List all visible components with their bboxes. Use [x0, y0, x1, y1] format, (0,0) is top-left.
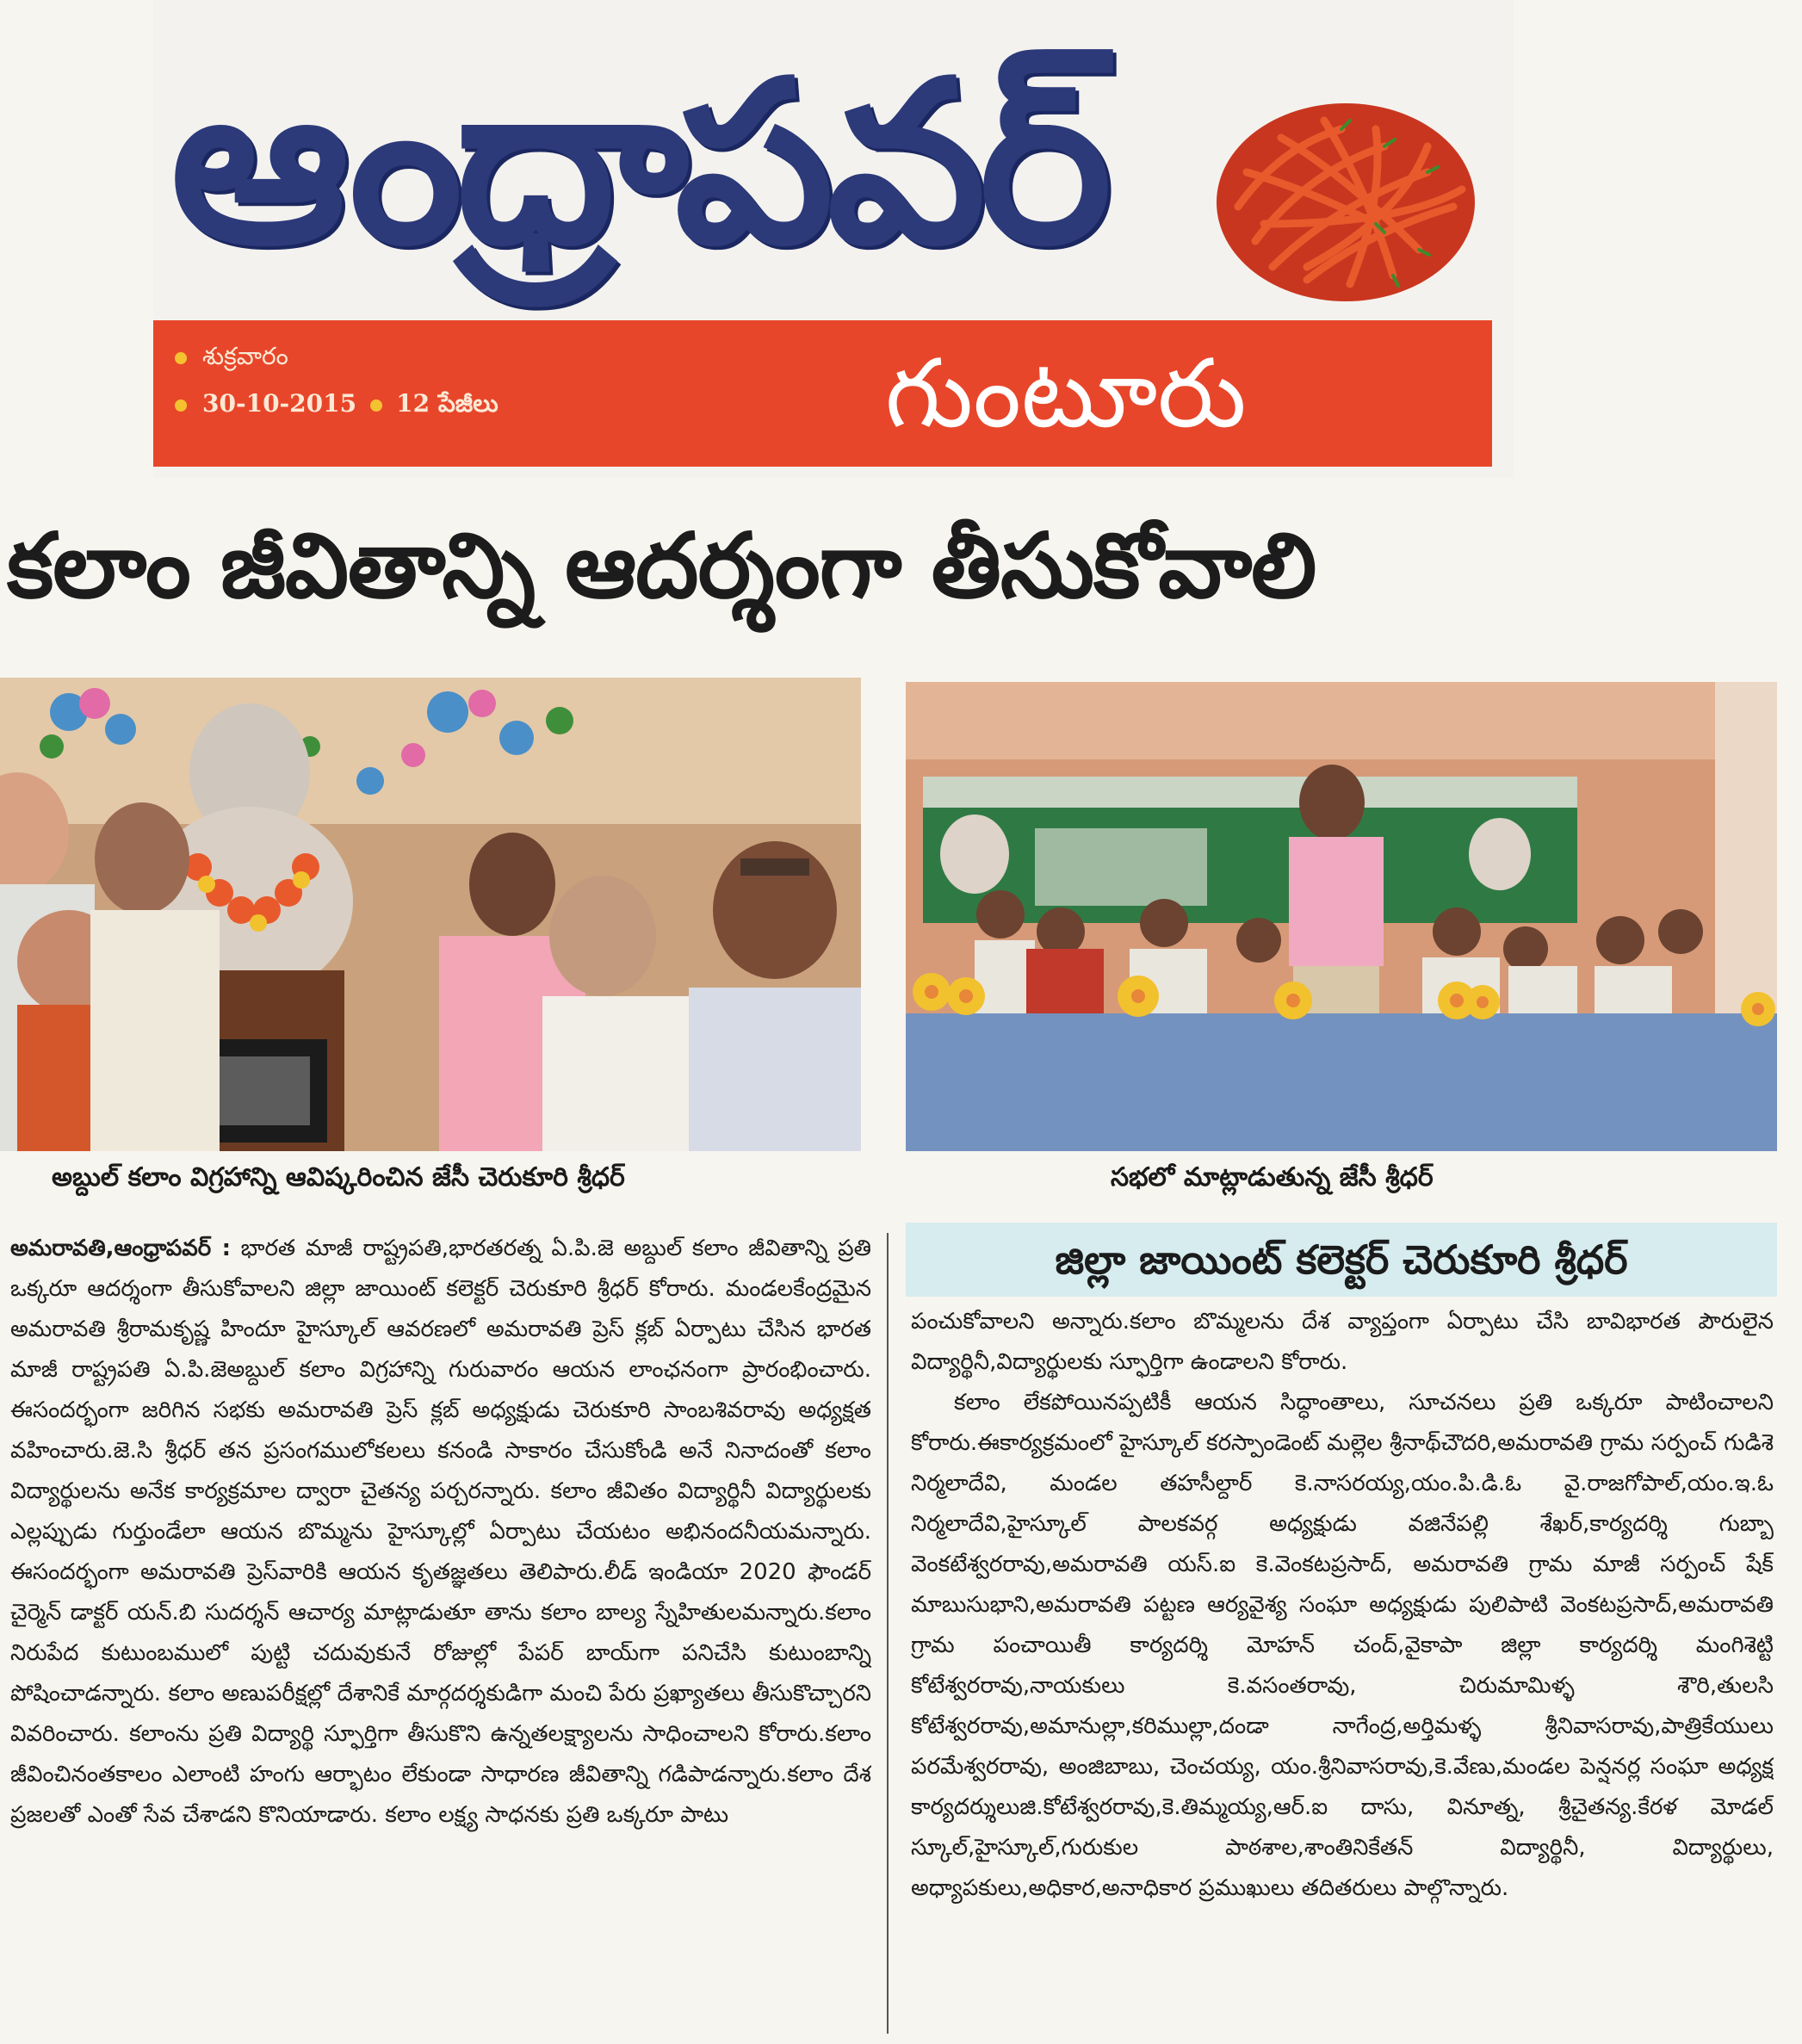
photo-meeting-speech-image	[906, 682, 1777, 1151]
masthead-date: 30-10-2015	[202, 389, 357, 418]
article-right-paragraph: కలాం లేకపోయినప్పటికీ ఆయన సిద్ధాంతాలు, సూచనలు ప్రతి ఒక్కరూ పాటించాలని కోరారు.ఈకార్యక్రమంలో హైస్కూల్ కరస్పాండెంట్ మల్లెల శ్రీనాథ్‌చౌదరి,అమరావతి గ్రామ సర్పంచ్ గుడిశె నిర్మలాదేవి, మండల తహసీల్దార్ కె.నాసరయ్య,యం.పి.డి.ఓ వై.రాజగోపాల్,యం.ఇ.ఓ నిర్మలాదేవి,హైస్కూల్ పాలకవర్గ అధ్యక్షుడు వజినేపల్లి శేఖర్,కార్యదర్శి గుబ్బా వెంకటేశ్వరరావు,అమరావతి యస్.ఐ కె.వెంకటప్రసాద్, అమరావతి గ్రామ మాజీ సర్పంచ్ షేక్ మాబుసుభాని,అమరావతి పట్టణ ఆర్యవైశ్య సంఘా అధ్యక్షుడు పులిపాటి వెంకటప్రసాద్,అమరావతి గ్రామ పంచాయితీ కార్యదర్శి మోహన్ చంద్,వైకాపా జిల్లా కార్యదర్శి మంగిశెట్టి కోటేశ్వరరావు,నాయకులు కె.వసంతరావు, చిరుమామిళ్ళ శౌరి,తులసి కోటేశ్వరరావు,అమానుల్లా,కరిముల్లా,దండా నాగేంద్ర,అర్తిమళ్ళ శ్రీనివాసరావు,పాత్రికేయులు పరమేశ్వరరావు, అంజిబాబు, చెంచయ్య, యం.శ్రీనివాసరావు,కె.వేణు,మండల పెన్షనర్ల సంఘా అధ్యక్ష కార్యదర్శులుజి.కోటేశ్వరరావు,కె.తిమ్మయ్య,ఆర్.ఐ దాసు, వినూత్న, శ్రీచైతన్య.కేరళ మోడల్ స్కూల్,హైస్కూల్,గురుకుల పాఠశాల,శాంతినికేతన్ విద్యార్థినీ, విద్యార్థులు, అధ్యాపకులు,అధికార,అనాధికార ప్రముఖులు తదితరులు పాల్గొన్నారు.	[911, 1390, 1774, 1901]
article-right-column	[911, 1302, 1774, 2042]
masthead-day: శుక్రవారం	[202, 342, 288, 370]
article-left-body: భారత మాజీ రాష్ట్రపతి,భారతరత్న ఏ.పి.జె అబ్దుల్ కలాం జీవితాన్ని ప్రతి ఒక్కరూ ఆదర్శంగా తీసుకోవాలని జిల్లా జాయింట్ కలెక్టర్ చెరుకూరి శ్రీధర్ కోరారు. మండలకేంద్రమైన అమరావతి శ్రీరామకృష్ణ హిందూ హైస్కూల్ ఆవరణలో అమరావతి ప్రెస్ క్లబ్ ఏర్పాటు చేసిన భారత మాజీ రాష్ట్రపతి ఏ.పి.జెఅబ్దుల్ కలాం విగ్రహాన్ని గురువారం ఆయన లాంఛనంగా ప్రారంభించారు. ఈసందర్భంగా జరిగిన సభకు అమరావతి ప్రెస్ క్లబ్ అధ్యక్షుడు చెరుకూరి సాంబశివరావు అధ్యక్షత వహించారు.జె.సి శ్రీధర్ తన ప్రసంగములోకలలు కనండి సాకారం చేసుకోండి అనే నినాదంతో కలాం విద్యార్థులను అనేక కార్యక్రమాల ద్వారా చైతన్య పర్చరన్నారు. కలాం జీవితం విద్యార్థినీ విద్యార్థులకు ఎల్లప్పుడు గుర్తుండేలా ఆయన బొమ్మను హైస్కూల్లో ఏర్పాటు చేయటం అభినందనీయమన్నారు. ఈసందర్భంగా అమరావతి ప్రెస్‌వారికి ఆయన కృతజ్ఞతలు తెలిపారు.లీడ్ ఇండియా 2020 ఫౌండర్ చైర్మెన్ డాక్టర్ యన్.బి సుదర్శన్ ఆచార్య మాట్లాడుతూ తాను కలాం బాల్య స్నేహితులమన్నారు.కలాం నిరుపేద కుటుంబములో పుట్టి చదువుకునే రోజుల్లో పేపర్ బాయ్‌గా పనిచేసి కుటుంబాన్ని పోషించాడన్నారు. కలాం అణుపరీక్షల్లో దేశానికే మార్గదర్శకుడిగా మంచి పేరు ప్రఖ్యాతలు తీసుకొచ్చారని వివరించారు. కలాంను ప్రతి విద్యార్థి స్ఫూర్తిగా తీసుకొని ఉన్నతలక్ష్యాలను సాధించాలని కోరారు.కలాం జీవించినంతకాలం ఎలాంటి హంగు ఆర్భాటం లేకుండా సాధారణ జీవితాన్ని గడిపాడన్నారు.కలాం దేశ ప్రజలతో ఎంతో సేవ చేశాడని కొనియాడారు. కలాం లక్ష్య సాధనకు ప్రతి ఒక్కరూ పాటు	[10, 1236, 871, 1828]
masthead-band	[153, 320, 1492, 467]
masthead	[153, 0, 1514, 478]
masthead-date-line	[175, 389, 498, 424]
article	[0, 492, 1802, 2044]
photo-meeting-speech	[906, 682, 1777, 1151]
masthead-pages: 12 పేజీలు	[396, 389, 498, 418]
article-left-column	[10, 1229, 871, 2038]
masthead-day-line	[175, 342, 288, 376]
masthead-edition: గుంటూరు	[885, 338, 1247, 449]
article-right-paragraph: పంచుకోవాలని అన్నారు.కలాం బొమ్మలను దేశ వ్యాప్తంగా ఏర్పాటు చేసి బావిభారత పౌరులైన విద్యార్థినీ,విద్యార్థులకు స్ఫూర్తిగా ఉండాలని కోరారు.	[911, 1309, 1774, 1375]
bullet-icon	[175, 352, 187, 364]
article-headline: కలాం జీవితాన్ని ఆదర్శంగా తీసుకోవాలి	[7, 513, 1316, 618]
photo-statue-unveiling-image	[0, 678, 861, 1151]
photo-caption-right: సభలో మాట్లాడుతున్న జేసీ శ్రీధర్	[1111, 1162, 1434, 1192]
article-subhead: జిల్లా జాయింట్ కలెక్టర్ చెరుకూరి శ్రీధర్	[906, 1223, 1777, 1297]
photo-caption-left: అబ్దుల్ కలాం విగ్రహాన్ని ఆవిష్కరించిన జేసీ చెరుకూరి శ్రీధర్	[52, 1162, 625, 1192]
bullet-icon	[175, 400, 187, 412]
bullet-icon	[370, 400, 382, 412]
column-divider	[887, 1233, 889, 2034]
article-dateline: అమరావతి,ఆంధ్రాపవర్ :	[10, 1236, 231, 1261]
photo-statue-unveiling	[0, 678, 861, 1151]
newspaper-logo: ఆంధ్రాపవర్	[170, 34, 1105, 294]
chilli-emblem-icon	[1204, 95, 1488, 310]
